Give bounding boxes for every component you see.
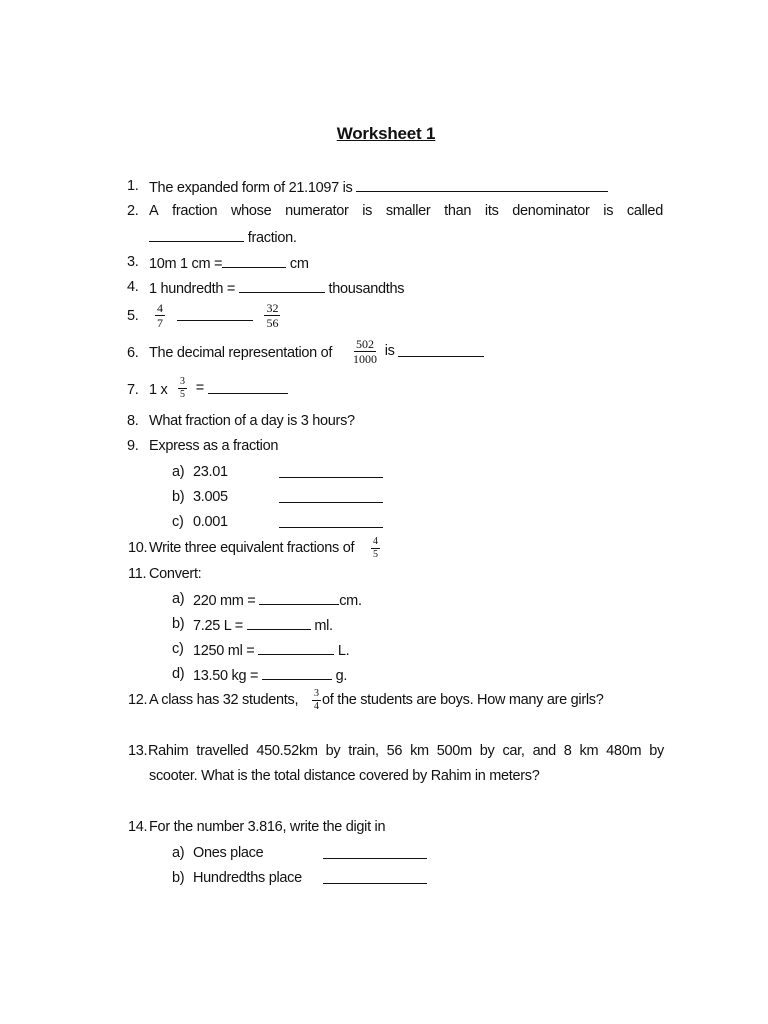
fraction: $\frac{3}{5}$	[180, 376, 185, 400]
answer-blank[interactable]	[279, 515, 383, 528]
question-number: 12.	[128, 692, 148, 708]
word: denominator	[512, 203, 590, 219]
word: 500m	[436, 743, 472, 759]
question-text	[148, 744, 664, 759]
answer-blank[interactable]	[279, 465, 383, 478]
question-7-fraction: $\frac{3}{5}$ =	[178, 377, 288, 400]
word: A	[149, 203, 159, 219]
fraction-right: $\frac{32}{56}$	[266, 301, 279, 330]
question-10-fraction	[371, 537, 380, 560]
word: whose	[230, 203, 272, 219]
answer-blank[interactable]	[259, 592, 339, 605]
word: 450.52km	[256, 743, 318, 759]
word: train,	[348, 743, 379, 759]
worksheet-title: Worksheet 1	[336, 124, 436, 143]
answer-blank[interactable]	[323, 871, 427, 884]
question-number: 4.	[127, 279, 139, 295]
question-12-fraction	[312, 689, 321, 712]
question-6-fraction: $\frac{502}{1000}$ is	[351, 338, 484, 365]
word: numerator	[285, 203, 349, 219]
answer-blank[interactable]	[208, 383, 288, 394]
word: car,	[502, 743, 525, 759]
word: than	[444, 203, 472, 219]
question-number: 9.	[127, 438, 139, 454]
comparison-blank[interactable]	[177, 310, 253, 321]
answer-blank[interactable]	[247, 617, 311, 630]
question-text: For the number 3.816, write the digit in	[149, 819, 386, 835]
question-text: What fraction of a day is 3 hours?	[149, 413, 355, 429]
answer-blank[interactable]	[222, 255, 286, 268]
fraction: $\frac{4}{5}$	[373, 536, 378, 560]
word: Rahim	[148, 743, 189, 759]
fraction: $\frac{3}{4}$	[314, 688, 319, 712]
question-text: A class has 32 students,	[149, 692, 299, 708]
word: travelled	[196, 743, 249, 759]
question-number: 11.	[128, 566, 147, 582]
question-text: The expanded form of 21.1097 is	[149, 179, 608, 196]
answer-blank[interactable]	[279, 490, 383, 503]
word: fraction	[172, 203, 218, 219]
word: and	[532, 743, 556, 759]
answer-blank[interactable]	[239, 280, 325, 293]
question-number: 3.	[127, 254, 139, 270]
answer-blank[interactable]	[356, 179, 608, 192]
question-number: 13.	[128, 743, 148, 759]
question-number: 10.	[128, 540, 148, 556]
question-text	[149, 204, 663, 219]
word: smaller	[385, 203, 431, 219]
word: called	[626, 203, 663, 219]
word: 56	[386, 743, 403, 759]
fraction-left: $\frac{4}{7}$	[157, 301, 163, 330]
word: by	[649, 743, 664, 759]
question-number: 6.	[127, 345, 139, 361]
question-text: 10m 1 cm = cm	[149, 256, 309, 272]
word: km	[579, 743, 599, 759]
question-number: 8.	[127, 413, 139, 429]
word: 480m	[606, 743, 642, 759]
question-text: 1 x	[149, 382, 168, 398]
answer-blank[interactable]	[398, 346, 484, 357]
answer-blank[interactable]	[323, 846, 427, 859]
question-12-text-b: of the students are boys. How many are girls?	[322, 692, 604, 708]
question-text: Express as a fraction	[149, 438, 279, 454]
word: is	[362, 203, 373, 219]
answer-blank[interactable]	[262, 667, 332, 680]
question-text: Convert:	[149, 566, 202, 582]
question-text: 1 hundredth = thousandths	[149, 281, 405, 297]
answer-blank[interactable]	[149, 229, 244, 242]
question-number: 14.	[128, 819, 148, 835]
word: by	[479, 743, 495, 759]
word: is	[603, 203, 614, 219]
question-text: The decimal representation of	[149, 345, 333, 361]
question-5-fractions	[155, 302, 280, 329]
question-number: 5.	[127, 308, 139, 324]
word: 8	[563, 743, 572, 759]
question-number: 2.	[127, 203, 139, 219]
word: km	[410, 743, 429, 759]
fraction: $\frac{502}{1000}$	[353, 337, 377, 366]
question-number: 1.	[127, 178, 139, 194]
answer-blank[interactable]	[258, 642, 334, 655]
question-text: Write three equivalent fractions of	[149, 540, 355, 556]
word: its	[484, 203, 499, 219]
question-number: 7.	[127, 382, 139, 398]
word: by	[325, 743, 341, 759]
